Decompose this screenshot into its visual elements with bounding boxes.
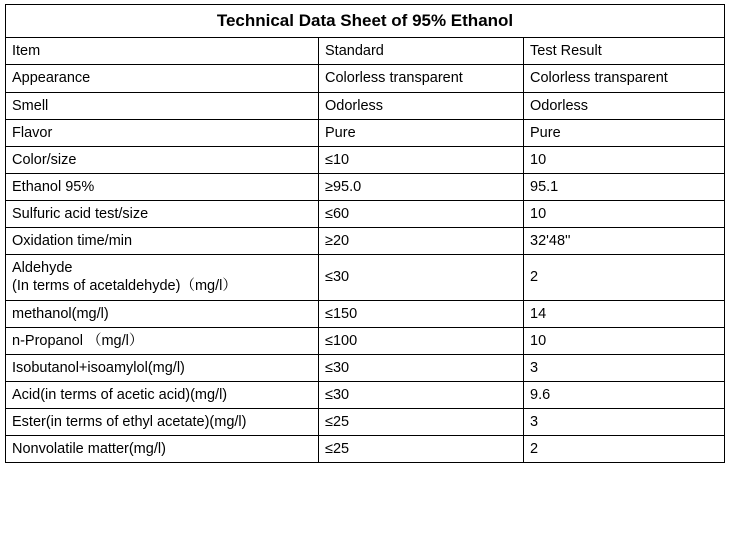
row-result: 3 bbox=[524, 409, 725, 436]
row-result: 14 bbox=[524, 300, 725, 327]
row-result: 32'48'' bbox=[524, 228, 725, 255]
row-standard: Colorless transparent bbox=[319, 65, 524, 92]
row-item: Ester(in terms of ethyl acetate)(mg/l) bbox=[6, 409, 319, 436]
table-row bbox=[6, 255, 725, 300]
row-item: n-Propanol （mg/l） bbox=[6, 327, 319, 354]
table-title-row bbox=[6, 5, 725, 38]
row-result: Pure bbox=[524, 119, 725, 146]
table-row bbox=[6, 409, 725, 436]
row-standard: ≤100 bbox=[319, 327, 524, 354]
row-item: Nonvolatile matter(mg/l) bbox=[6, 436, 319, 463]
row-standard: ≤25 bbox=[319, 436, 524, 463]
row-standard: ≤30 bbox=[319, 255, 524, 300]
row-result: 9.6 bbox=[524, 381, 725, 408]
row-item: Acid(in terms of acetic acid)(mg/l) bbox=[6, 381, 319, 408]
row-item: methanol(mg/l) bbox=[6, 300, 319, 327]
row-item-line2: (In terms of acetaldehyde)（mg/l） bbox=[12, 278, 237, 295]
row-standard: ≥95.0 bbox=[319, 173, 524, 200]
row-standard: Odorless bbox=[319, 92, 524, 119]
row-result: Colorless transparent bbox=[524, 65, 725, 92]
table-row bbox=[6, 65, 725, 92]
row-standard: ≤60 bbox=[319, 201, 524, 228]
row-item: Sulfuric acid test/size bbox=[6, 201, 319, 228]
row-standard: ≤10 bbox=[319, 146, 524, 173]
row-result: 95.1 bbox=[524, 173, 725, 200]
row-item bbox=[6, 255, 319, 300]
table-row bbox=[6, 119, 725, 146]
table-row bbox=[6, 354, 725, 381]
table-header-row bbox=[6, 38, 725, 65]
row-item-line1: Aldehyde bbox=[12, 260, 73, 277]
row-result: 3 bbox=[524, 354, 725, 381]
row-result: 10 bbox=[524, 146, 725, 173]
row-item: Ethanol 95% bbox=[6, 173, 319, 200]
table-row bbox=[6, 228, 725, 255]
row-item: Flavor bbox=[6, 119, 319, 146]
row-result: 10 bbox=[524, 201, 725, 228]
column-header-test-result: Test Result bbox=[524, 38, 725, 65]
table-row bbox=[6, 436, 725, 463]
row-standard: ≤25 bbox=[319, 409, 524, 436]
row-item: Isobutanol+isoamylol(mg/l) bbox=[6, 354, 319, 381]
table-row bbox=[6, 327, 725, 354]
page-title: Technical Data Sheet of 95% Ethanol bbox=[6, 5, 725, 38]
table-row bbox=[6, 92, 725, 119]
table-row bbox=[6, 201, 725, 228]
row-result: 2 bbox=[524, 255, 725, 300]
technical-data-sheet-table bbox=[5, 4, 725, 463]
row-item: Color/size bbox=[6, 146, 319, 173]
row-standard: ≤30 bbox=[319, 381, 524, 408]
row-standard: ≤150 bbox=[319, 300, 524, 327]
row-result: 2 bbox=[524, 436, 725, 463]
row-standard: ≥20 bbox=[319, 228, 524, 255]
row-standard: Pure bbox=[319, 119, 524, 146]
table-row bbox=[6, 381, 725, 408]
row-item: Appearance bbox=[6, 65, 319, 92]
table-row bbox=[6, 146, 725, 173]
row-standard: ≤30 bbox=[319, 354, 524, 381]
table-row bbox=[6, 300, 725, 327]
row-item: Smell bbox=[6, 92, 319, 119]
table-row bbox=[6, 173, 725, 200]
column-header-standard: Standard bbox=[319, 38, 524, 65]
column-header-item: Item bbox=[6, 38, 319, 65]
row-result: Odorless bbox=[524, 92, 725, 119]
row-item: Oxidation time/min bbox=[6, 228, 319, 255]
row-result: 10 bbox=[524, 327, 725, 354]
